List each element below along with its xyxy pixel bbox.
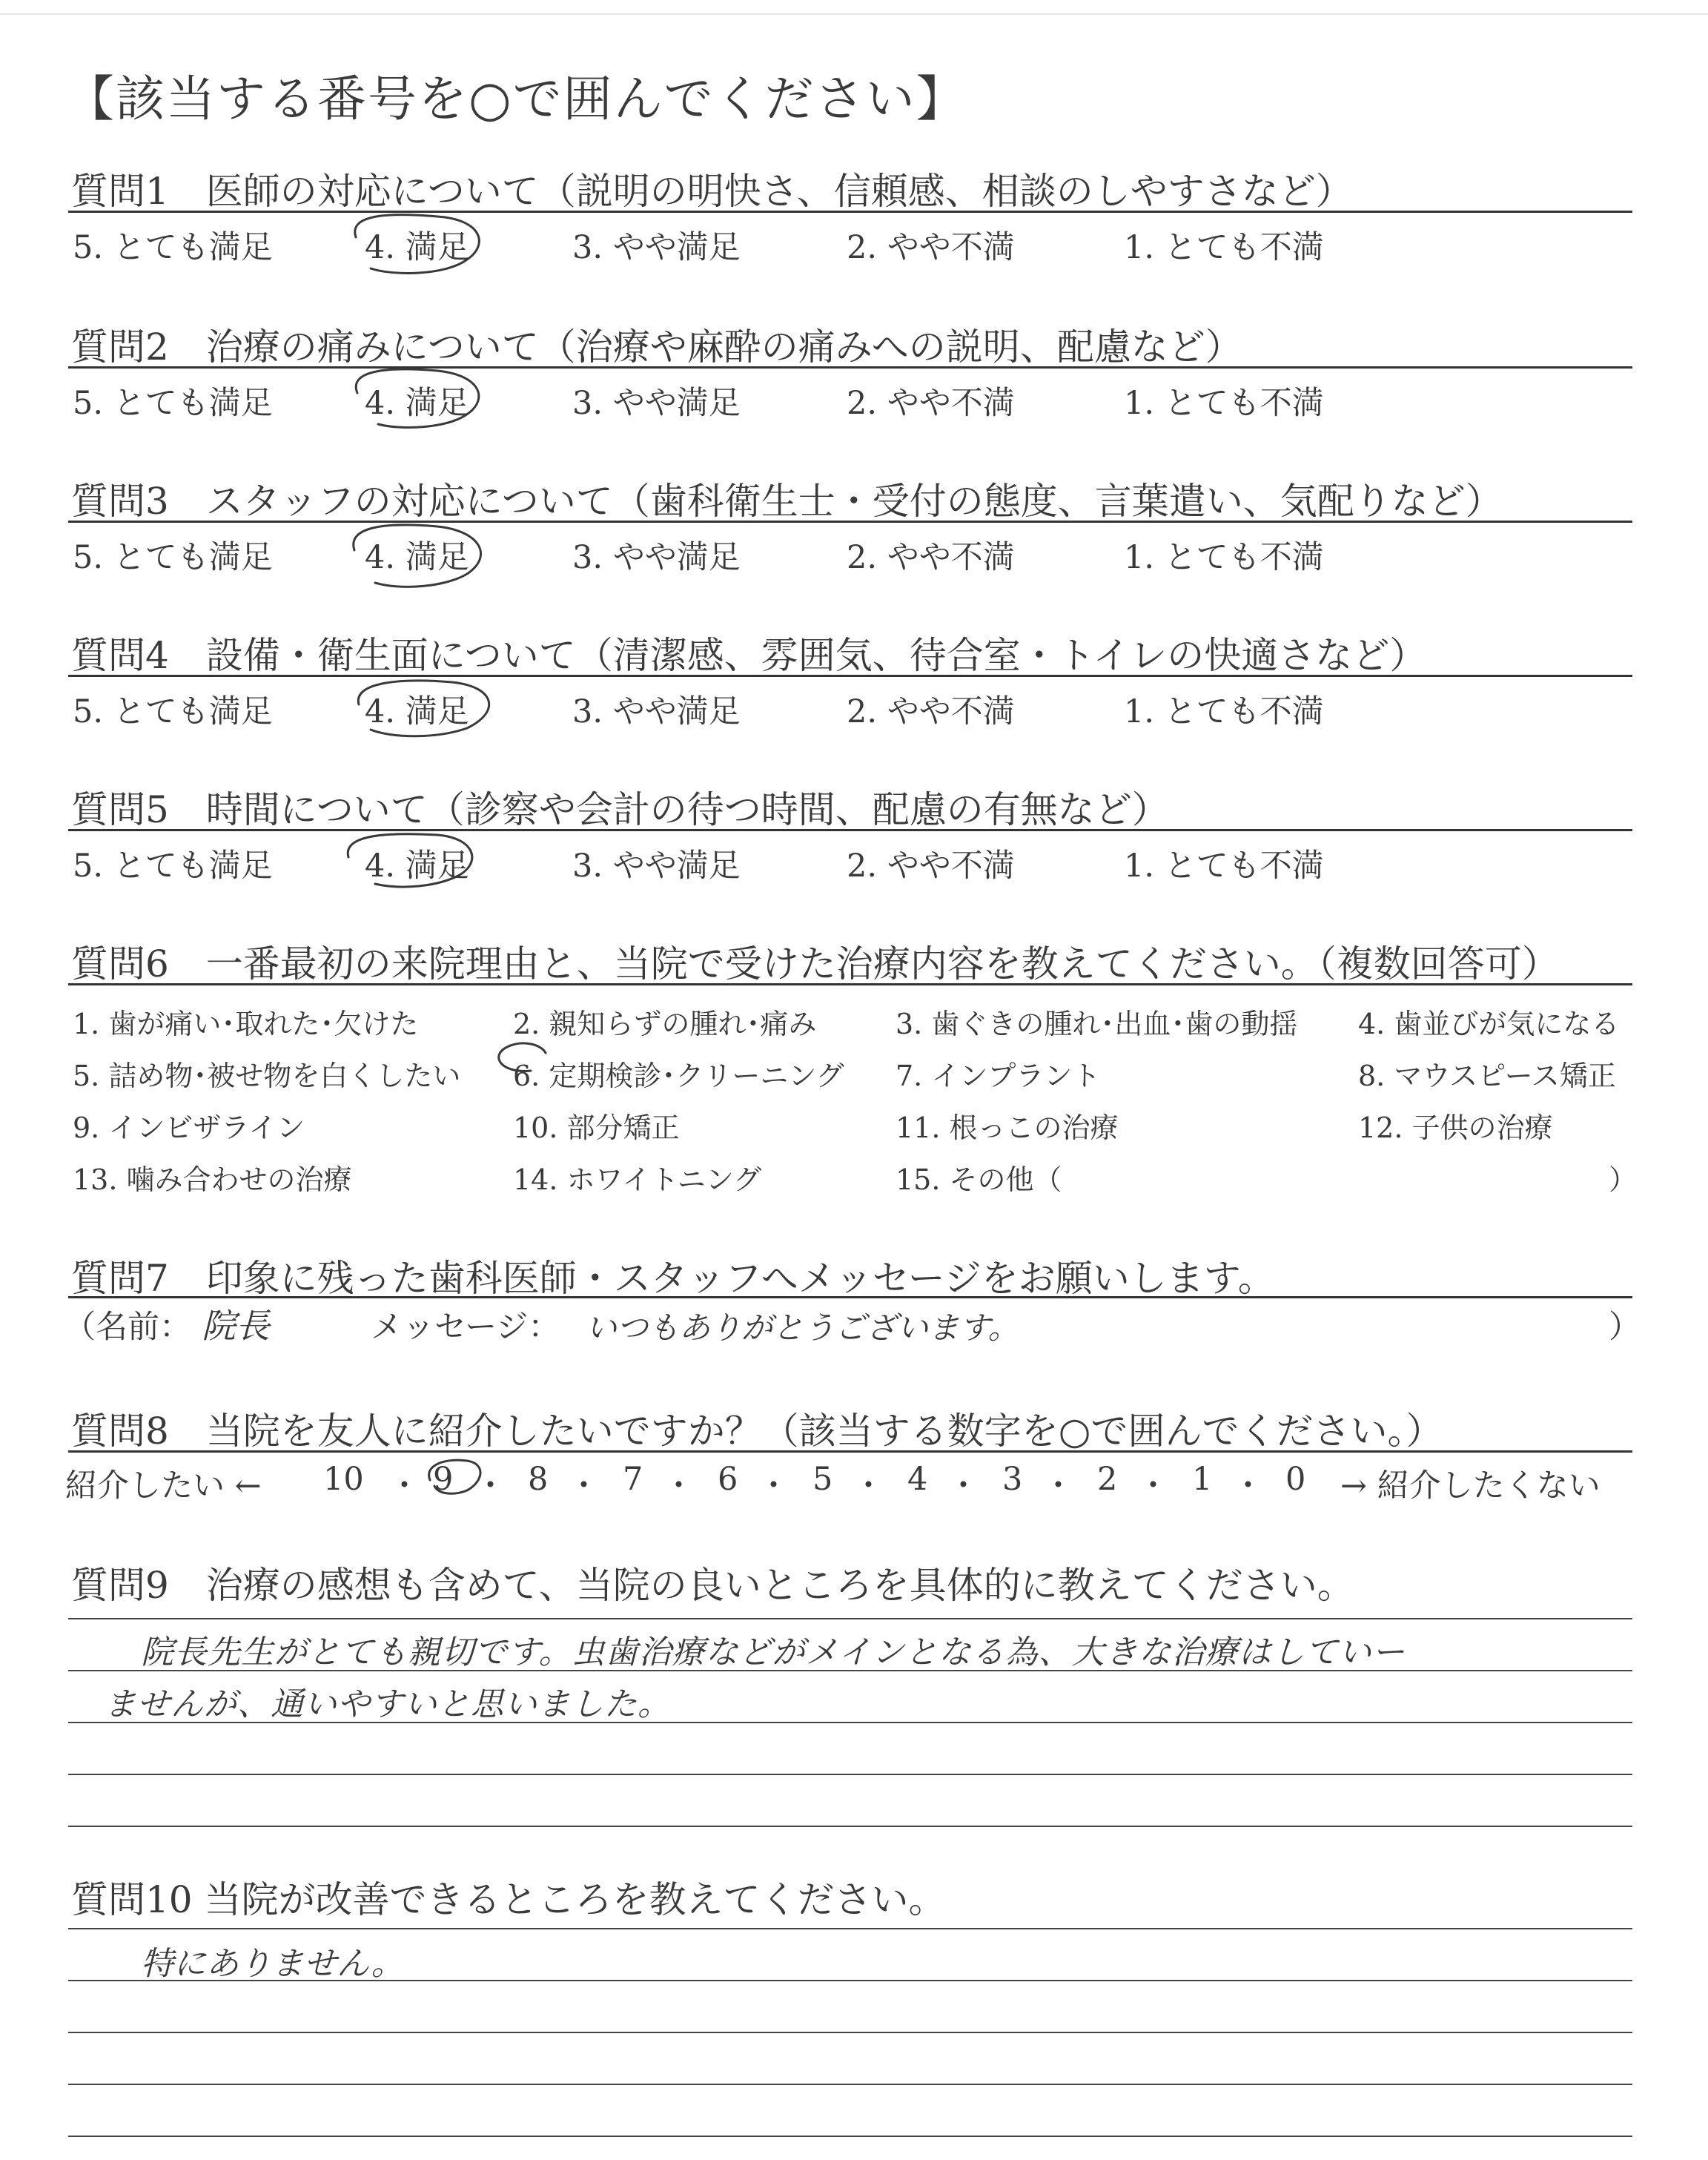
scan-top-edge: [0, 13, 1708, 15]
q6-option-8[interactable]: 8. マウスピース矯正: [1358, 1060, 1616, 1092]
page-heading: 【該当する番号を○で囲んでください】: [65, 70, 967, 128]
q2-option-3[interactable]: 3. やや満足: [572, 385, 741, 422]
question-1-rule: [68, 211, 1632, 213]
q6-option-7[interactable]: 7. インプラント: [896, 1060, 1101, 1092]
question-2-rule: [68, 366, 1632, 369]
q1-option-2[interactable]: 2. やや不満: [847, 229, 1015, 266]
q8-right-label: → 紹介したくない: [1340, 1467, 1601, 1505]
question-9-title: 質問9 治療の感想も含めて、当院の良いところを具体的に教えてください。: [71, 1564, 1354, 1607]
q3-option-4[interactable]: 4. 満足: [365, 539, 469, 576]
q10-writing-line: [68, 2136, 1632, 2137]
q8-sep: ・: [1137, 1467, 1169, 1505]
q8-scale-7[interactable]: 7: [623, 1461, 643, 1498]
q8-scale-10[interactable]: 10: [323, 1461, 364, 1498]
q2-option-1[interactable]: 1. とても不満: [1124, 385, 1324, 422]
question-4-rule: [68, 675, 1632, 677]
question-3-rule: [68, 521, 1632, 523]
question-10-title: 質問10 当院が改善できるところを教えてください。: [71, 1878, 946, 1921]
q3-option-2[interactable]: 2. やや不満: [847, 539, 1015, 576]
q8-scale-6[interactable]: 6: [718, 1461, 738, 1498]
q5-option-3[interactable]: 3. やや満足: [572, 848, 741, 885]
question-7-rule: [68, 1296, 1632, 1298]
q4-option-4[interactable]: 4. 満足: [365, 693, 469, 730]
q8-scale-9[interactable]: 9: [433, 1461, 454, 1498]
q10-answer-line-1[interactable]: 特にありません。: [141, 1945, 404, 1983]
q3-option-3[interactable]: 3. やや満足: [572, 539, 741, 576]
q4-option-1[interactable]: 1. とても不満: [1124, 693, 1324, 730]
q7-message-label: メッセージ：: [371, 1309, 560, 1346]
q8-sep: ・: [474, 1467, 506, 1505]
q9-writing-line: [68, 1618, 1632, 1619]
q10-writing-line: [68, 2084, 1632, 2085]
question-5-title: 質問5 時間について（診察や会計の待つ時間、配慮の有無など）: [71, 788, 1169, 831]
q2-option-4[interactable]: 4. 満足: [365, 385, 469, 422]
q9-writing-line: [68, 1774, 1632, 1775]
q8-sep: ・: [947, 1467, 979, 1505]
q3-option-5[interactable]: 5. とても満足: [73, 539, 273, 576]
q8-sep: ・: [1232, 1467, 1264, 1505]
q8-scale-4[interactable]: 4: [907, 1461, 928, 1498]
q8-sep: ・: [1042, 1467, 1074, 1505]
q6-option-2[interactable]: 2. 親知らずの腫れ･痛み: [513, 1008, 817, 1040]
q8-left-label: 紹介したい ←: [65, 1467, 262, 1505]
q4-option-5[interactable]: 5. とても満足: [73, 693, 273, 730]
q6-option-15[interactable]: 15. その他（: [896, 1163, 1062, 1196]
q1-option-5[interactable]: 5. とても満足: [73, 229, 273, 266]
q8-sep: ・: [568, 1467, 600, 1505]
q6-option-10[interactable]: 10. 部分矯正: [513, 1112, 680, 1144]
q8-sep: ・: [853, 1467, 884, 1505]
question-5-rule: [68, 829, 1632, 831]
q6-option-1[interactable]: 1. 歯が痛い･取れた･欠けた: [73, 1008, 419, 1040]
q7-message-handwritten[interactable]: いつもありがとうございます。: [586, 1309, 1019, 1346]
q8-sep: ・: [758, 1467, 790, 1505]
q1-option-3[interactable]: 3. やや満足: [572, 229, 741, 266]
q6-option-11[interactable]: 11. 根っこの治療: [896, 1112, 1119, 1144]
q2-option-5[interactable]: 5. とても満足: [73, 385, 273, 422]
q5-option-4[interactable]: 4. 満足: [365, 848, 469, 885]
q6-other-close-paren: ）: [1609, 1163, 1638, 1196]
q6-option-14[interactable]: 14. ホワイトニング: [513, 1163, 762, 1196]
q6-option-6[interactable]: 6. 定期検診･クリーニング: [513, 1060, 844, 1092]
question-8-rule: [68, 1450, 1632, 1453]
q6-option-13[interactable]: 13. 噛み合わせの治療: [73, 1163, 352, 1196]
q10-writing-line: [68, 1928, 1632, 1929]
q6-option-12[interactable]: 12. 子供の治療: [1358, 1112, 1553, 1144]
q8-scale-2[interactable]: 2: [1097, 1461, 1118, 1498]
q9-answer-line-2[interactable]: ませんが、通いやすいと思いました。: [104, 1685, 671, 1723]
q5-option-5[interactable]: 5. とても満足: [73, 848, 273, 885]
q6-option-4[interactable]: 4. 歯並びが気になる: [1358, 1008, 1620, 1040]
question-6-title: 質問6 一番最初の来院理由と、当院で受けた治療内容を教えてください。（複数回答可）: [71, 942, 1559, 985]
question-3-title: 質問3 スタッフの対応について（歯科衛生士・受付の態度、言葉遣い、気配りなど）: [71, 480, 1503, 523]
q7-name-handwritten[interactable]: 院長: [202, 1306, 270, 1346]
q6-option-3[interactable]: 3. 歯ぐきの腫れ･出血･歯の動揺: [896, 1008, 1298, 1040]
q8-scale-3[interactable]: 3: [1002, 1461, 1023, 1498]
question-8-title: 質問8 当院を友人に紹介したいですか？（該当する数字を○で囲んでください。）: [71, 1410, 1443, 1453]
q4-option-2[interactable]: 2. やや不満: [847, 693, 1015, 730]
q2-option-2[interactable]: 2. やや不満: [847, 385, 1015, 422]
q6-option-5[interactable]: 5. 詰め物･被せ物を白くしたい: [73, 1060, 461, 1092]
question-1-title: 質問1 医師の対応について（説明の明快さ、信頼感、相談のしやすさなど）: [71, 170, 1353, 213]
q8-sep: ・: [663, 1467, 695, 1505]
q8-scale-0[interactable]: 0: [1285, 1461, 1306, 1498]
q8-scale-5[interactable]: 5: [812, 1461, 833, 1498]
q6-option-9[interactable]: 9. インビザライン: [73, 1112, 305, 1144]
q3-option-1[interactable]: 1. とても不満: [1124, 539, 1324, 576]
question-4-title: 質問4 設備・衛生面について（清潔感、雰囲気、待合室・トイレの快適さなど）: [71, 634, 1427, 677]
question-2-title: 質問2 治療の痛みについて（治療や麻酔の痛みへの説明、配慮など）: [71, 326, 1242, 369]
question-7-title: 質問7 印象に残った歯科医師・スタッフへメッセージをお願いします。: [71, 1257, 1275, 1300]
q9-writing-line: [68, 1826, 1632, 1827]
q1-option-4[interactable]: 4. 満足: [365, 229, 469, 266]
q7-name-label: （名前：: [64, 1309, 191, 1346]
q8-scale-8[interactable]: 8: [528, 1461, 549, 1498]
q8-scale-1[interactable]: 1: [1192, 1461, 1213, 1498]
q9-answer-line-1[interactable]: 院長先生がとても親切です。虫歯治療などがメインとなる為、大きな治療はしていー: [141, 1634, 1406, 1671]
q10-writing-line: [68, 2032, 1632, 2033]
q1-option-1[interactable]: 1. とても不満: [1124, 229, 1324, 266]
q4-option-3[interactable]: 3. やや満足: [572, 693, 741, 730]
q8-sep: ・: [388, 1467, 420, 1505]
q5-option-2[interactable]: 2. やや不満: [847, 848, 1015, 885]
q7-close-paren: ）: [1609, 1309, 1641, 1346]
q5-option-1[interactable]: 1. とても不満: [1124, 848, 1324, 885]
question-6-rule: [68, 983, 1632, 985]
